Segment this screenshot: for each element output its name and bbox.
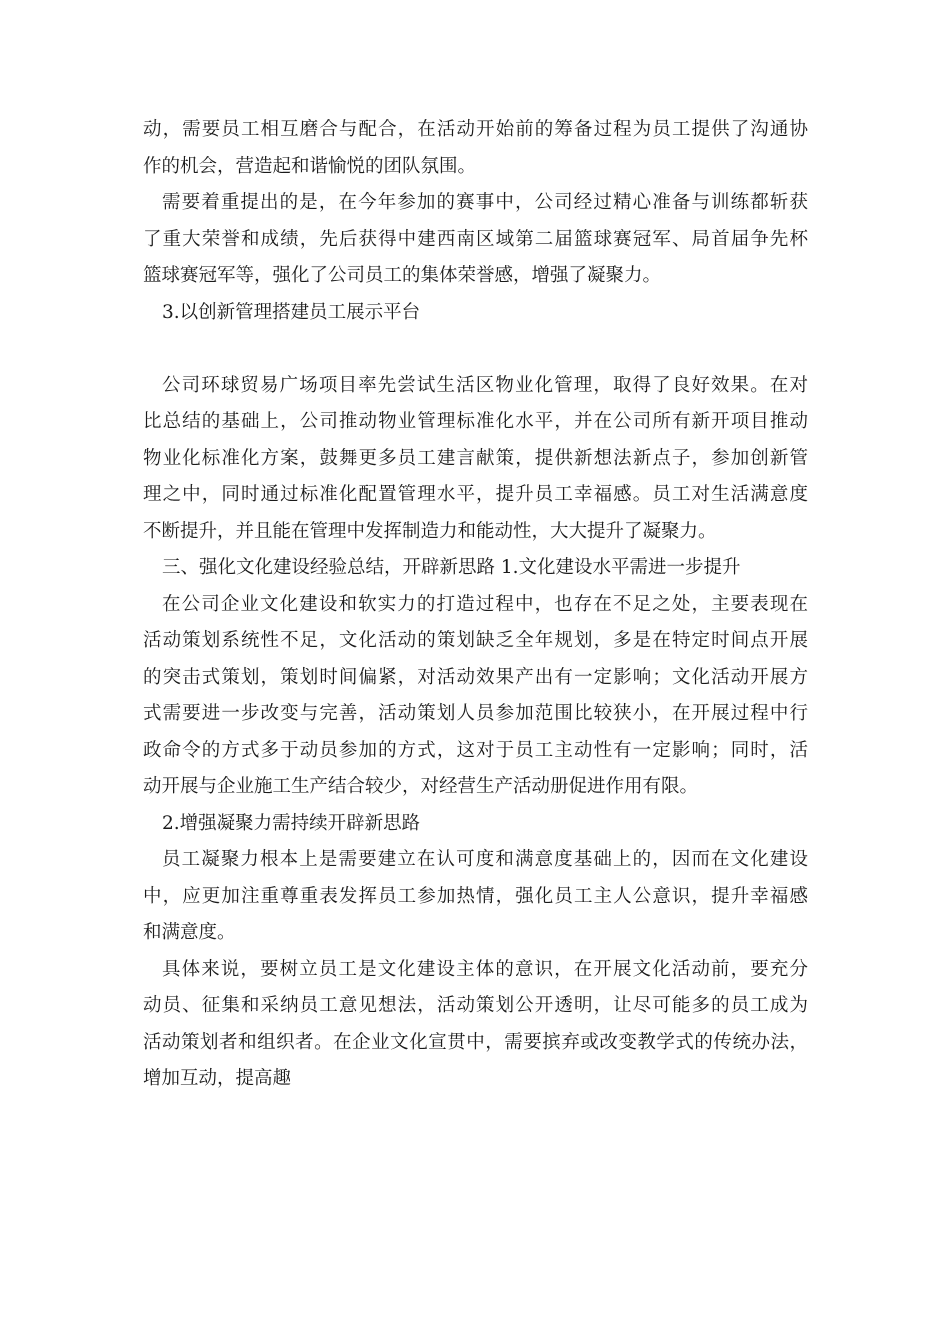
text-line: 不断提升，并且能在管理中发挥制造力和能动性，大大提升了凝聚力。 [143, 520, 717, 542]
text-line: 3.以创新管理搭建员工展示平台 [162, 301, 421, 323]
text-line: 作的机会，营造起和谐愉悦的团队氛围。 [143, 155, 477, 177]
text-line: 了重大荣誉和成绩，先后获得中建西南区域第二届篮球赛冠军、局首届争先杯 [143, 228, 808, 250]
text-line: 动员、征集和采纳员工意见想法，活动策划公开透明，让尽可能多的员工成为 [143, 995, 808, 1016]
text-line: 物业化标准化方案，鼓舞更多员工建言献策，提供新想法新点子，参加创新管 [143, 447, 808, 469]
text-line: 比总结的基础上，公司推动物业管理标准化水平，并在公司所有新开项目推动 [143, 411, 808, 432]
text-line: 的突击式策划，策划时间偏紧，对活动效果产出有一定影响；文化活动开展方 [143, 666, 808, 688]
text-line: 动开展与企业施工生产结合较少，对经营生产活动册促进作用有限。 [143, 776, 699, 797]
text-line: 2.增强凝聚力需持续开辟新思路 [162, 812, 421, 834]
text-line: 需要着重提出的是，在今年参加的赛事中，公司经过精心准备与训练都斩获 [162, 192, 808, 213]
text-line: 活动策划者和组织者。在企业文化宣贯中，需要摈弃或改变教学式的传统办法， [143, 1031, 808, 1053]
text-line: 公司环球贸易广场项目率先尝试生活区物业化管理，取得了良好效果。在对 [162, 374, 808, 396]
text-line: 增加互动，提高趣 [143, 1068, 292, 1089]
text-line: 在公司企业文化建设和软实力的打造过程中，也存在不足之处，主要表现在 [162, 593, 808, 615]
text-line: 动，需要员工相互磨合与配合，在活动开始前的筹备过程为员工提供了沟通协 [143, 119, 808, 140]
text-line: 式需要进一步改变与完善，活动策划人员参加范围比较狭小，在开展过程中行 [143, 703, 808, 724]
text-line: 具体来说，要树立员工是文化建设主体的意识，在开展文化活动前，要充分 [162, 958, 808, 980]
text-line: 理之中，同时通过标准化配置管理水平，提升员工幸福感。员工对生活满意度 [143, 484, 808, 505]
document-body [143, 112, 808, 1098]
text-line: 三、强化文化建设经验总结，开辟新思路 1.文化建设水平需进一步提升 [162, 557, 741, 578]
text-line: 活动策划系统性不足，文化活动的策划缺乏全年规划，多是在特定时间点开展 [143, 630, 808, 651]
text-line: 员工凝聚力根本上是需要建立在认可度和满意度基础上的，因而在文化建设 [162, 849, 808, 870]
text-line: 中，应更加注重尊重表发挥员工参加热情，强化员工主人公意识，提升幸福感 [143, 885, 808, 907]
blank-line [143, 331, 808, 368]
text-line: 和满意度。 [143, 922, 236, 943]
text-line: 篮球赛冠军等，强化了公司员工的集体荣誉感，增强了凝聚力。 [143, 265, 662, 286]
text-line: 政命令的方式多于动员参加的方式，这对于员工主动性有一定影响；同时，活 [143, 739, 808, 761]
